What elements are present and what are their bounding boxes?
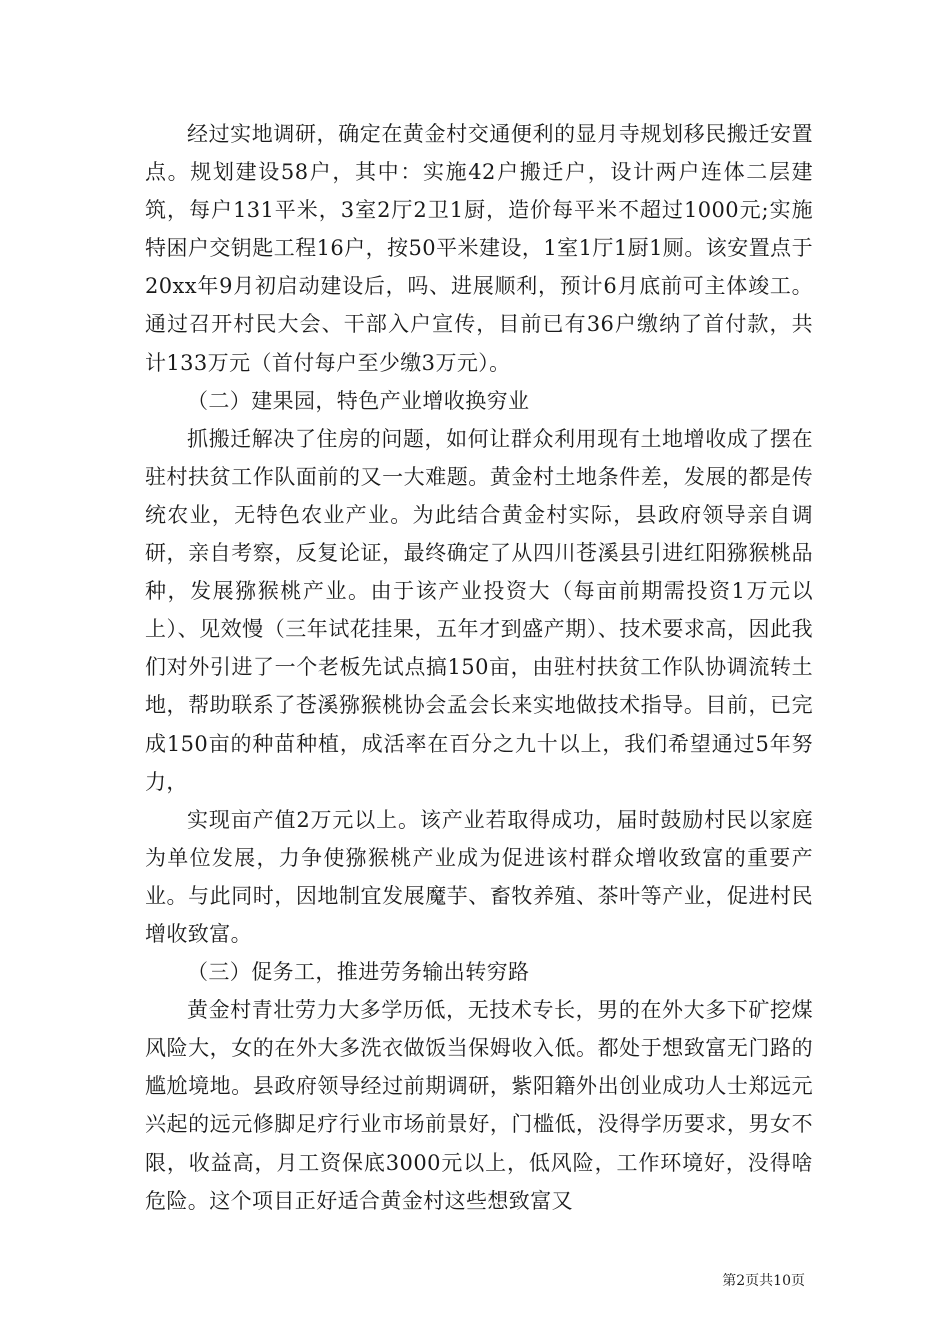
paragraph-income-goal: 实现亩产值2万元以上。该产业若取得成功，届时鼓励村民以家庭为单位发展，力争使猕猴桃产业成为促进该村群众增收致富的重要产业。与此同时，因地制宜发展魔芋、畜牧养殖、茶叶等产业，促进村民增收致富。 — [145, 807, 813, 946]
section-heading-labor-export: （三）促务工，推进劳务输出转穷路 — [187, 960, 530, 985]
page-number: 第2页共10页 — [722, 1273, 805, 1289]
section-heading-orchard: （二）建果园，特色产业增收换穷业 — [187, 388, 530, 413]
paragraph-kiwi-industry: 抓搬迁解决了住房的问题，如何让群众利用现有土地增收成了摆在驻村扶贫工作队面前的又一大难题。黄金村土地条件差，发展的都是传统农业，无特色农业产业。为此结合黄金村实际，县政府领导亲自调研，亲自考察，反复论证，最终确定了从四川苍溪县引进红阳猕猴桃品种，发展猕猴桃产业。由于该产业投资大（每亩前期需投资1万元以上）、见效慢（三年试花挂果，五年才到盛产期）、技术要求高，因此我们对外引进了一个老板先试点搞150亩，由驻村扶贫工作队协调流转土地，帮助联系了苍溪猕猴桃协会孟会长来实地做技术指导。目前，已完成150亩的种苗种植，成活率在百分之九十以上，我们希望通过5年努力， — [145, 426, 813, 794]
body-text — [145, 115, 813, 1220]
paragraph-relocation-site: 经过实地调研，确定在黄金村交通便利的显月寺规划移民搬迁安置点。规划建设58户，其中：实施42户搬迁户，设计两户连体二层建筑，每户131平米，3室2厅2卫1厨，造价每平米不超过1000元;实施特困户交钥匙工程16户，按50平米建设，1室1厅1厨1厕。该安置点于20xx年9月初启动建设后，吗、进展顺利，预计6月底前可主体竣工。通过召开村民大会、干部入户宣传，目前已有36户缴纳了首付款，共计133万元（首付每户至少缴3万元）。 — [145, 122, 813, 375]
paragraph-labor-export: 黄金村青壮劳力大多学历低，无技术专长，男的在外大多下矿挖煤风险大，女的在外大多洗衣做饭当保姆收入低。都处于想致富无门路的尴尬境地。县政府领导经过前期调研，紫阳籍外出创业成功人士郑远元兴起的远元修脚足疗行业市场前景好，门槛低，没得学历要求，男女不限，收益高，月工资保底3000元以上，低风险，工作环境好，没得啥危险。这个项目正好适合黄金村这些想致富又 — [145, 998, 813, 1213]
